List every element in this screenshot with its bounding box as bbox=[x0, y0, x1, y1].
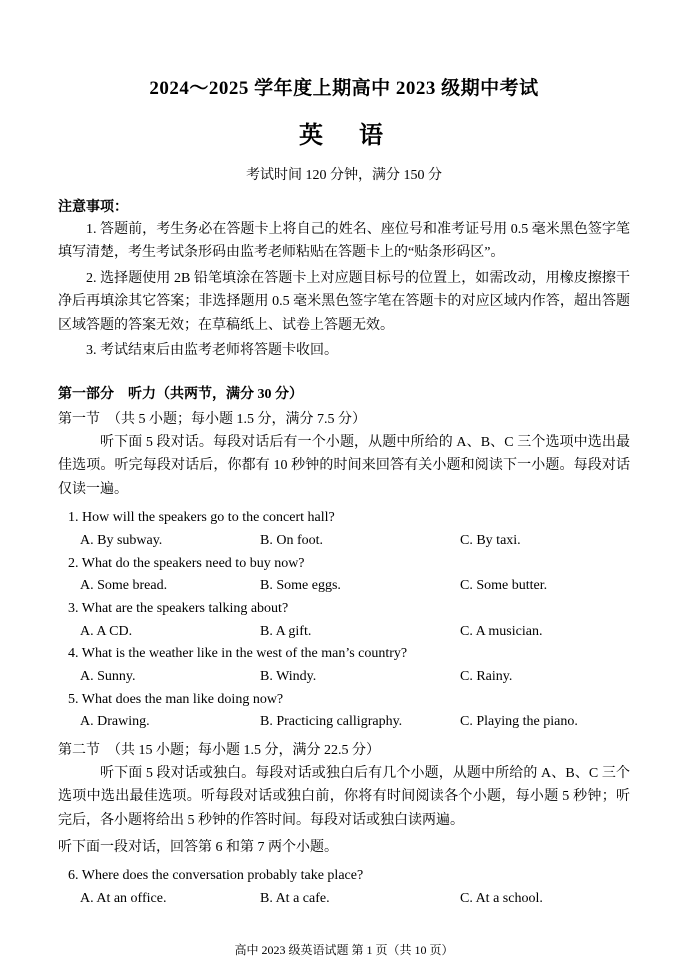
question-item bbox=[58, 689, 630, 734]
option-b[interactable]: B. Some eggs. bbox=[260, 578, 341, 594]
option-b[interactable]: B. On foot. bbox=[260, 532, 323, 548]
option-c[interactable]: C. A musician. bbox=[460, 623, 543, 639]
question-text: How will the speakers go to the concert hall? bbox=[82, 510, 335, 526]
option-a[interactable]: A. By subway. bbox=[80, 532, 163, 548]
option-a[interactable]: A. Drawing. bbox=[80, 714, 150, 730]
question-stem bbox=[68, 689, 630, 712]
question-stem bbox=[68, 643, 630, 666]
question-options bbox=[80, 888, 630, 911]
question-stem bbox=[68, 865, 630, 888]
question-options bbox=[80, 530, 630, 553]
question-item bbox=[58, 643, 630, 688]
question-number: 4. bbox=[68, 646, 79, 662]
option-c[interactable]: C. Playing the piano. bbox=[460, 714, 578, 730]
question-stem bbox=[68, 507, 630, 530]
section-two-heading: 第二节 （共 15 小题；每小题 1.5 分，满分 22.5 分） bbox=[58, 742, 380, 758]
option-a[interactable]: A. A CD. bbox=[80, 623, 133, 639]
page-footer: 高中 2023 级英语试题 第 1 页（共 10 页） bbox=[234, 943, 454, 957]
question-item bbox=[58, 865, 630, 910]
option-c[interactable]: C. Rainy. bbox=[460, 668, 513, 684]
question-number: 6. bbox=[68, 868, 79, 884]
question-text: Where does the conversation probably take place? bbox=[81, 868, 364, 884]
option-a[interactable]: A. Sunny. bbox=[80, 668, 136, 684]
exam-info: 考试时间 120 分钟，满分 150 分 bbox=[246, 167, 442, 183]
notice-item: 2. 选择题使用 2B 铅笔填涂在答题卡上对应题目标号的位置上，如需改动，用橡皮擦擦干净后再填涂其它答案；非选择题用 0.5 毫米黑色签字笔在答题卡的对应区域内作答，超出答题区域答题的答案无效；在草稿纸上、试卷上答题无效。 bbox=[58, 270, 630, 333]
question-options bbox=[80, 621, 630, 644]
question-list-section-one bbox=[58, 507, 630, 734]
option-b[interactable]: B. At a cafe. bbox=[260, 890, 330, 906]
question-list-section-two bbox=[58, 865, 630, 910]
notice-item: 3. 考试结束后由监考老师将答题卡收回。 bbox=[86, 343, 338, 359]
subject-title: 英 语 bbox=[299, 122, 389, 149]
question-stem bbox=[68, 553, 630, 576]
option-b[interactable]: B. Windy. bbox=[260, 668, 317, 684]
question-item bbox=[58, 553, 630, 598]
question-text: What are the speakers talking about? bbox=[81, 600, 289, 616]
question-number: 5. bbox=[68, 691, 79, 707]
option-b[interactable]: B. A gift. bbox=[260, 623, 312, 639]
question-options bbox=[80, 575, 630, 598]
question-number: 1. bbox=[68, 510, 79, 526]
question-text: What do the speakers need to buy now? bbox=[81, 555, 305, 571]
question-text: What does the man like doing now? bbox=[81, 691, 284, 707]
question-item bbox=[58, 507, 630, 552]
part-one-heading: 第一部分 听力（共两节，满分 30 分） bbox=[58, 386, 303, 402]
notice-item: 1. 答题前，考生务必在答题卡上将自己的姓名、座位号和准考证号用 0.5 毫米黑色签字笔填写清楚，考生考试条形码由监考老师粘贴在答题卡上的“贴条形码区”。 bbox=[58, 221, 630, 261]
section-one-heading: 第一节 （共 5 小题；每小题 1.5 分，满分 7.5 分） bbox=[58, 411, 366, 427]
question-options bbox=[80, 666, 630, 689]
question-number: 2. bbox=[68, 555, 79, 571]
page-title: 2024～2025 学年度上期高中 2023 级期中考试 bbox=[149, 78, 539, 99]
section-two-note: 听下面一段对话，回答第 6 和第 7 两个小题。 bbox=[58, 839, 338, 855]
question-number: 3. bbox=[68, 600, 79, 616]
question-text: What is the weather like in the west of the man’s country? bbox=[81, 646, 408, 662]
option-b[interactable]: B. Practicing calligraphy. bbox=[260, 714, 403, 730]
option-a[interactable]: A. At an office. bbox=[80, 890, 167, 906]
question-item bbox=[58, 598, 630, 643]
section-two-instruction: 听下面 5 段对话或独白。每段对话或独白后有几个小题，从题中所给的 A、B、C 三个选项中选出最佳选项。听每段对话或独白前，你将有时间阅读各个小题，每小题 5 秒钟；听完后，各小题将给出 5 秒钟的作答时间。每段对话或独白读两遍。 bbox=[58, 765, 630, 828]
option-c[interactable]: C. At a school. bbox=[460, 890, 543, 906]
option-c[interactable]: C. Some butter. bbox=[460, 578, 548, 594]
section-one-instruction: 听下面 5 段对话。每段对话后有一个小题，从题中所给的 A、B、C 三个选项中选出最佳选项。听完每段对话后，你都有 10 秒钟的时间来回答有关小题和阅读下一小题。每段对话仅读一遍。 bbox=[58, 434, 630, 497]
option-a[interactable]: A. Some bread. bbox=[80, 578, 168, 594]
option-c[interactable]: C. By taxi. bbox=[460, 532, 521, 548]
question-options bbox=[80, 711, 630, 734]
notice-heading: 注意事项： bbox=[58, 199, 128, 215]
question-stem bbox=[68, 598, 630, 621]
